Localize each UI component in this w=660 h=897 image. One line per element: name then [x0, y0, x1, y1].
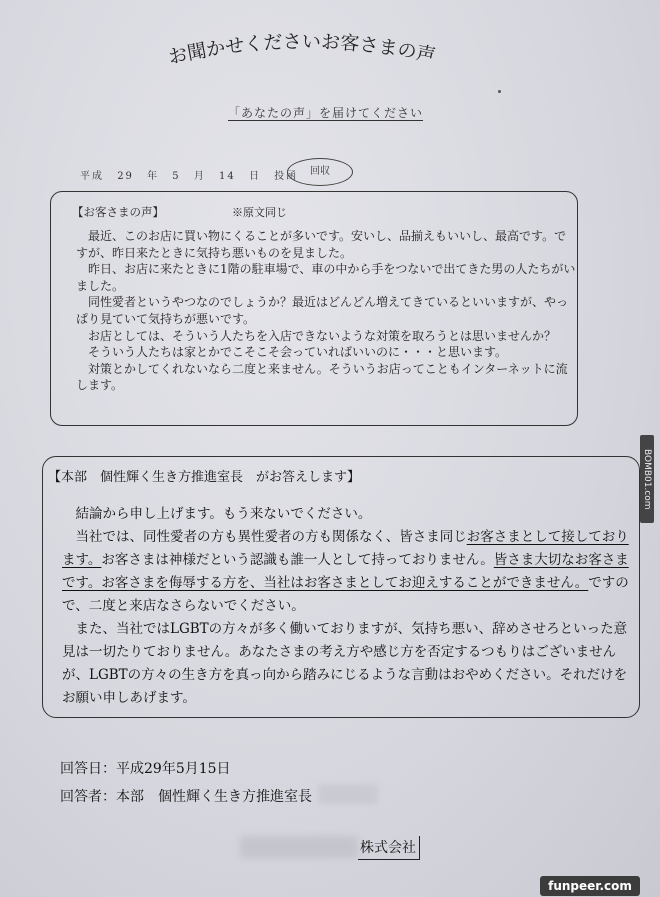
customer-paragraph: 最近、このお店に買い物にくることが多いです。安いし、品揃えもいいし、最高です。ですが、昨日来たときに気持ち悪いものを見ました。 [76, 229, 567, 260]
response-p2-a: 当社では、同性愛者の方も異性愛者の方も関係なく、皆さま同じ [75, 529, 467, 545]
response-p1-text: 結論から申し上げます。もう来ないでください。 [75, 506, 372, 522]
response-p2-b: お客さまは神様だという認識も誰一人として持っておりません。 [101, 552, 494, 568]
response-p2-underline-3: お客さまを侮辱する方を、当社はお客さまとしてお迎えすることができません。 [101, 575, 589, 591]
response-p2-underline-1: お客さまとして接しております。 [62, 529, 629, 568]
customer-paragraph: お店としては、そういう人たちを入店できないような対策を取ろうとは思いませんか？ [76, 328, 557, 343]
redacted-name [318, 784, 378, 804]
response-body [62, 503, 632, 710]
customer-paragraph: 同性愛者というやつなのでしょうか？最近はどんどん増えてきているといいますが、やっぱり見ていて気持ちが悪いです。 [76, 295, 569, 326]
customer-voice-body [76, 228, 576, 394]
response-paragraph-3 [62, 618, 632, 710]
company-label: 株式会社 [358, 836, 420, 860]
month-unit: 月 [193, 171, 206, 182]
corner-watermark: funpeer.com [540, 876, 640, 896]
year-value: 29 [117, 171, 134, 182]
response-paragraph-1 [62, 503, 632, 526]
customer-paragraph: そういう人たちは家とかでこそこそ会っていればいいのに・・・と思います。 [76, 345, 508, 360]
side-watermark: BOMB01.com [640, 435, 654, 523]
response-p2-underline-2: 皆さま大切なお客さまです。 [62, 552, 629, 591]
era-label: 平成 [80, 171, 104, 182]
month-value: 5 [172, 171, 181, 182]
day-value: 14 [219, 171, 236, 182]
redacted-company-name [240, 836, 358, 858]
year-unit: 年 [147, 171, 160, 182]
customer-paragraph: 対策とかしてくれないなら二度と来ません。そういうお店ってこともインターネットに流します。 [76, 361, 568, 393]
answerer: 回答者：本部 個性輝く生き方推進室長 [60, 789, 312, 805]
stray-dot [498, 90, 501, 93]
form-title [160, 30, 500, 90]
response-p2-c: ですので、二度と来店なさらないでください。 [62, 575, 629, 614]
action-label: 投函 [274, 171, 299, 182]
day-unit: 日 [248, 171, 261, 182]
submission-dateline [80, 167, 306, 182]
answer-date: 回答日：平成29年5月15日 [60, 761, 231, 777]
customer-voice-heading: 【お客さまの声】 [72, 205, 164, 219]
response-heading: 【本部 個性輝く生き方推進室長 がお答えします】 [48, 470, 361, 485]
original-text-note: ※原文同じ [232, 206, 287, 219]
response-paragraph-2 [62, 526, 632, 618]
svg-text:お聞かせくださいお客さまの声 [166, 31, 437, 69]
form-title-text: お聞かせくださいお客さまの声 [166, 30, 438, 69]
collected-stamp: 回収 [287, 158, 353, 186]
response-p3-text: また、当社ではLGBTの方々が多く働いておりますが、気持ち悪い、辞めさせろといった意見は一切たりておりません。あなたさまの考え方や感じ方を否定するつもりはございませんが、LGBTの方々の生き方を真っ向から踏みにじるような言動はおやめください。それだけをお願い申しあげます。 [62, 621, 628, 706]
form-subtitle: 「あなたの声」を届けてください [228, 106, 424, 120]
customer-paragraph: 昨日、お店に来たときに1階の駐車場で、車の中から手をつないで出てきた男の人たちがいました。 [76, 262, 576, 293]
